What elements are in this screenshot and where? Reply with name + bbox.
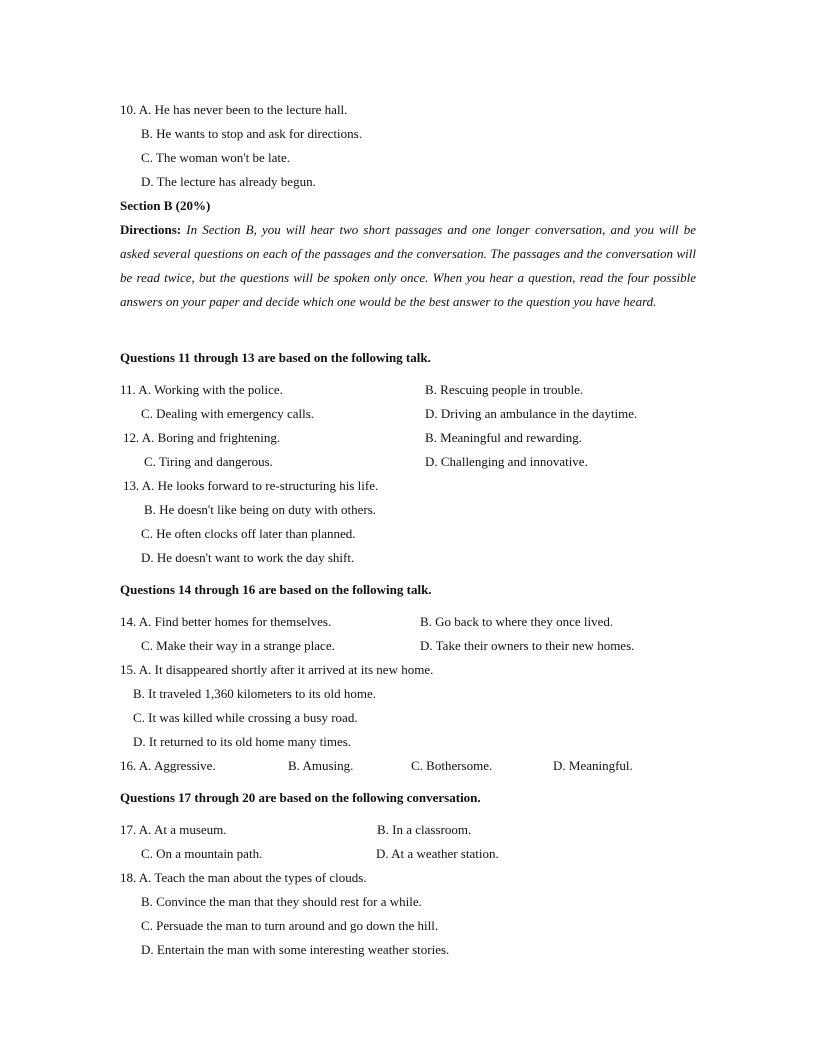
q18-option-c: C. Persuade the man to turn around and go down the hill. (141, 918, 439, 933)
directions-label: Directions: (120, 222, 182, 237)
q10-option-a: 10. A. He has never been to the lecture hall. (120, 102, 348, 117)
q11-option-d: D. Driving an ambulance in the daytime. (425, 406, 638, 421)
q11-option-b: B. Rescuing people in trouble. (425, 382, 584, 397)
q13-option-b: B. He doesn't like being on duty with others. (144, 502, 376, 517)
q13-option-c: C. He often clocks off later than planned. (141, 526, 356, 541)
q17-option-a: 17. A. At a museum. (120, 822, 227, 837)
q11-option-a: 11. A. Working with the police. (120, 382, 283, 397)
q13-option-a: 13. A. He looks forward to re-structuring his life. (123, 478, 379, 493)
group3-heading: Questions 17 through 20 are based on the following conversation. (120, 790, 481, 805)
q17-option-d: D. At a weather station. (376, 846, 499, 861)
q13-option-d: D. He doesn't want to work the day shift. (141, 550, 355, 565)
q16-option-d: D. Meaningful. (553, 758, 633, 773)
group1-heading: Questions 11 through 13 are based on the following talk. (120, 350, 431, 365)
q18-option-d: D. Entertain the man with some interesting weather stories. (141, 942, 450, 957)
q12-option-d: D. Challenging and innovative. (425, 454, 588, 469)
q14-option-c: C. Make their way in a strange place. (141, 638, 335, 653)
q18-option-b: B. Convince the man that they should rest for a while. (141, 894, 422, 909)
q10-option-c: C. The woman won't be late. (141, 150, 291, 165)
q17-option-b: B. In a classroom. (377, 822, 472, 837)
q15-option-a: 15. A. It disappeared shortly after it arrived at its new home. (120, 662, 434, 677)
section-b-heading: Section B (20%) (120, 198, 211, 213)
q10-option-b: B. He wants to stop and ask for directions. (141, 126, 362, 141)
q12-option-a: 12. A. Boring and frightening. (123, 430, 281, 445)
section-b-directions (120, 218, 696, 314)
directions-text: In Section B, you will hear two short passages and one longer conversation, and you will be asked several questions on each of the passages and the conversation. The passages and the conversation will be read twice, but the questions will be spoken only once. When you hear a question, read the four possible answers on your paper and decide which one would be the best answer to the question you have heard. (120, 222, 696, 309)
q18-option-a: 18. A. Teach the man about the types of clouds. (120, 870, 367, 885)
q15-option-d: D. It returned to its old home many times. (133, 734, 352, 749)
q17-option-c: C. On a mountain path. (141, 846, 263, 861)
q14-option-d: D. Take their owners to their new homes. (420, 638, 635, 653)
q10-option-d: D. The lecture has already begun. (141, 174, 316, 189)
q12-option-b: B. Meaningful and rewarding. (425, 430, 583, 445)
q16-option-b: B. Amusing. (288, 758, 354, 773)
q16-option-c: C. Bothersome. (411, 758, 493, 773)
q15-option-b: B. It traveled 1,360 kilometers to its old home. (133, 686, 376, 701)
q11-option-c: C. Dealing with emergency calls. (141, 406, 315, 421)
group2-heading: Questions 14 through 16 are based on the following talk. (120, 582, 432, 597)
q15-option-c: C. It was killed while crossing a busy road. (133, 710, 358, 725)
q14-option-a: 14. A. Find better homes for themselves. (120, 614, 332, 629)
q14-option-b: B. Go back to where they once lived. (420, 614, 614, 629)
q16-option-a: 16. A. Aggressive. (120, 758, 216, 773)
q12-option-c: C. Tiring and dangerous. (144, 454, 273, 469)
